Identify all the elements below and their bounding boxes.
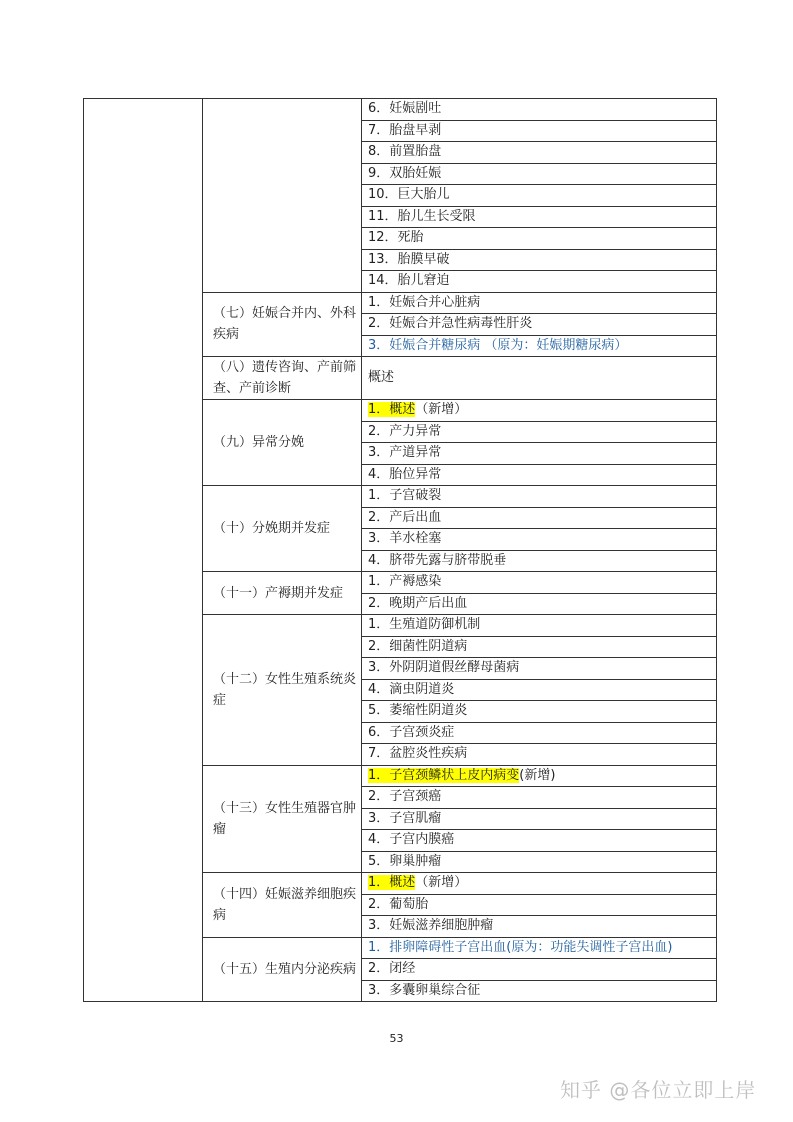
item-text: 12．死胎 [368, 230, 424, 246]
item-cell [362, 421, 717, 443]
section-heading-cell: （十四）妊娠滋养细胞疾病 [203, 873, 362, 938]
item-cell [362, 808, 717, 830]
item-cell [362, 206, 717, 228]
item-text: 3．子宫肌瘤 [368, 810, 442, 826]
item-text: 2．晚期产后出血 [368, 595, 468, 611]
section-heading-cell: （八）遗传咨询、产前筛查、产前诊断 [203, 357, 362, 400]
item-text: 7．盆腔炎性疾病 [368, 746, 468, 762]
item-text: 5．萎缩性阴道炎 [368, 703, 468, 719]
item-cell [362, 636, 717, 658]
watermark-text: 知乎 @各位立即上岸 [560, 1078, 757, 1102]
item-text: 3．产道异常 [368, 445, 442, 461]
item-text: 1．产褥感染 [368, 574, 442, 590]
item-text: 2．产力异常 [368, 423, 442, 439]
page-number: 53 [389, 1032, 404, 1045]
item-text: 2．闭经 [368, 961, 416, 977]
item-text: 10．巨大胎儿 [368, 187, 450, 203]
item-text: 概述 [368, 370, 395, 385]
section-heading-cell [203, 99, 362, 293]
item-text: 1．妊娠合并心脏病 [368, 294, 481, 310]
item-cell [362, 314, 717, 336]
item-cell [362, 765, 717, 787]
item-cell [362, 593, 717, 615]
item-text: 6．子宫颈炎症 [368, 724, 455, 740]
item-cell [362, 937, 717, 959]
item-cell [362, 529, 717, 551]
item-text: 2．妊娠合并急性病毒性肝炎 [368, 316, 533, 332]
item-cell [362, 658, 717, 680]
item-text: 4．滴虫阴道炎 [368, 681, 455, 697]
item-text: (新增) [519, 767, 556, 783]
item-text: 3．多囊卵巢综合征 [368, 982, 481, 998]
item-cell [362, 486, 717, 508]
item-cell [362, 679, 717, 701]
highlighted-text: 1．概述 [368, 875, 416, 891]
item-text: 2．产后出血 [368, 509, 442, 525]
section-heading-cell: （十五）生殖内分泌疾病 [203, 937, 362, 1002]
item-cell [362, 550, 717, 572]
item-cell [362, 163, 717, 185]
item-text: 4．脐带先露与脐带脱垂 [368, 552, 507, 568]
item-text: 1．排卵障碍性子宫出血(原为：功能失调性子宫出血) [368, 939, 673, 955]
item-text: 4．胎位异常 [368, 466, 442, 482]
item-text: 9．双胎妊娠 [368, 165, 442, 181]
item-cell [362, 120, 717, 142]
item-text: 5．卵巢肿瘤 [368, 853, 442, 869]
item-cell [362, 572, 717, 594]
item-cell [362, 99, 717, 121]
item-text: 7．胎盘早剥 [368, 122, 442, 138]
item-cell [362, 959, 717, 981]
table-row [84, 99, 717, 121]
item-text: 6．妊娠剧吐 [368, 101, 442, 117]
item-cell [362, 787, 717, 809]
item-cell [362, 443, 717, 465]
item-text: 13．胎膜早破 [368, 251, 450, 267]
item-text: 11．胎儿生长受限 [368, 208, 476, 224]
item-text: 14．胎儿窘迫 [368, 273, 450, 289]
item-text: （新增） [415, 402, 468, 418]
item-cell [362, 722, 717, 744]
section-heading-cell: （十一）产褥期并发症 [203, 572, 362, 615]
item-cell [362, 400, 717, 422]
item-text: 1．子宫破裂 [368, 488, 442, 504]
item-text: 4．子宫内膜癌 [368, 832, 455, 848]
section-heading-cell: （十二）女性生殖系统炎症 [203, 615, 362, 766]
item-text: 1．生殖道防御机制 [368, 617, 481, 633]
item-cell [362, 228, 717, 250]
item-cell [362, 292, 717, 314]
category-cell [84, 99, 203, 1002]
item-cell [362, 830, 717, 852]
item-text: 3．外阴阴道假丝酵母菌病 [368, 660, 520, 676]
section-heading-cell: （九）异常分娩 [203, 400, 362, 486]
highlighted-text: 1．子宫颈鳞状上皮内病变 [368, 767, 520, 783]
item-cell [362, 873, 717, 895]
item-text: 3．羊水栓塞 [368, 531, 442, 547]
item-cell [362, 894, 717, 916]
item-cell [362, 744, 717, 766]
item-text: 2．子宫颈癌 [368, 789, 442, 805]
item-cell [362, 701, 717, 723]
item-cell [362, 271, 717, 293]
item-cell [362, 335, 717, 357]
item-cell [362, 142, 717, 164]
item-cell [362, 507, 717, 529]
item-text: （新增） [415, 875, 468, 891]
item-text: 8．前置胎盘 [368, 144, 442, 160]
syllabus-table [83, 98, 717, 1002]
item-text: 2．葡萄胎 [368, 896, 429, 912]
item-cell [362, 980, 717, 1002]
item-cell [362, 851, 717, 873]
section-heading-cell: （十）分娩期并发症 [203, 486, 362, 572]
item-cell [362, 357, 717, 400]
item-cell [362, 185, 717, 207]
highlighted-text: 1．概述 [368, 402, 416, 418]
item-text: 2．细菌性阴道病 [368, 638, 468, 654]
item-text: 3．妊娠合并糖尿病 （原为：妊娠期糖尿病） [368, 337, 628, 353]
item-cell [362, 615, 717, 637]
item-cell [362, 464, 717, 486]
item-text: 3．妊娠滋养细胞肿瘤 [368, 918, 494, 934]
item-cell [362, 916, 717, 938]
item-cell [362, 249, 717, 271]
section-heading-cell: （十三）女性生殖器官肿瘤 [203, 765, 362, 873]
section-heading-cell: （七）妊娠合并内、外科疾病 [203, 292, 362, 357]
